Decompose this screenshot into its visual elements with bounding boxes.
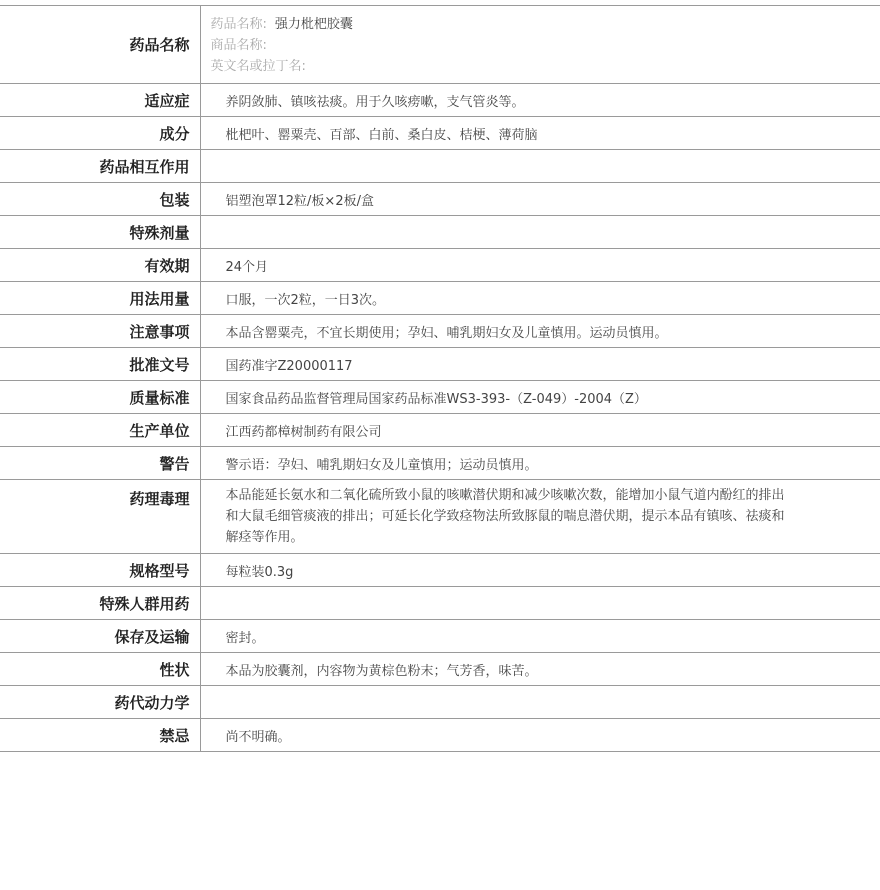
spec-value: 国药准字Z20000117: [225, 358, 353, 374]
spec-row-contraindications: [0, 719, 880, 752]
spec-value: 本品含罂粟壳，不宜长期使用；孕妇、哺乳期妇女及儿童慎用。运动员慎用。: [225, 325, 668, 341]
spec-label: 保存及运输: [0, 620, 200, 653]
spec-value: 国家食品药品监督管理局国家药品标准WS3-393-（Z-049）-2004（Z）: [225, 391, 647, 407]
spec-value: 铝塑泡罩12粒/板×2板/盒: [225, 193, 374, 209]
spec-row-shelf-life: [0, 249, 880, 282]
spec-label: 用法用量: [0, 282, 200, 315]
spec-value: 尚不明确。: [225, 729, 291, 745]
spec-row-indications: [0, 84, 880, 117]
spec-value: 每粒装0.3g: [225, 564, 294, 580]
name-value: 强力枇杷胶囊: [274, 17, 353, 32]
spec-label: 药品名称: [0, 6, 200, 84]
spec-row-drug-name: [0, 6, 880, 84]
spec-value: 密封。: [225, 630, 265, 646]
spec-row-specification: [0, 554, 880, 587]
spec-value: 警示语：孕妇、哺乳期妇女及儿童慎用；运动员慎用。: [225, 457, 538, 473]
drug-spec-sheet: [0, 5, 880, 752]
spec-row-precautions: [0, 315, 880, 348]
drug-name-block: [200, 6, 880, 84]
spec-value: [200, 150, 880, 183]
spec-label: 药代动力学: [0, 686, 200, 719]
spec-label: 特殊人群用药: [0, 587, 200, 620]
drug-spec-table: [0, 5, 880, 752]
spec-value: 本品为胶囊剂，内容物为黄棕色粉末；气芳香，味苦。: [225, 663, 538, 679]
spec-label: 药品相互作用: [0, 150, 200, 183]
generic-name-line: [211, 14, 880, 35]
spec-row-special-dosage: [0, 216, 880, 249]
spec-value: [200, 587, 880, 620]
spec-value: 枇杷叶、罂粟壳、百部、白前、桑白皮、桔梗、薄荷脑: [225, 127, 538, 143]
spec-value: 江西药都樟树制药有限公司: [225, 424, 382, 440]
spec-label: 适应症: [0, 84, 200, 117]
latin-name-line: [211, 56, 880, 77]
spec-row-description: [0, 653, 880, 686]
spec-label: 批准文号: [0, 348, 200, 381]
spec-label: 注意事项: [0, 315, 200, 348]
spec-value: [200, 216, 880, 249]
trade-name-line: [211, 35, 880, 56]
spec-row-quality-standard: [0, 381, 880, 414]
spec-label: 包装: [0, 183, 200, 216]
spec-value: 24个月: [225, 259, 269, 275]
spec-row-ingredients: [0, 117, 880, 150]
spec-row-packaging: [0, 183, 880, 216]
spec-label: 禁忌: [0, 719, 200, 752]
spec-value: 口服，一次2粒，一日3次。: [225, 292, 386, 308]
spec-label: 有效期: [0, 249, 200, 282]
spec-row-manufacturer: [0, 414, 880, 447]
spec-row-pharmacology: [0, 480, 880, 554]
spec-row-interactions: [0, 150, 880, 183]
spec-row-dosage: [0, 282, 880, 315]
name-key: 英文名或拉丁名:: [210, 59, 306, 74]
spec-value: 养阴敛肺、镇咳祛痰。用于久咳痨嗽，支气管炎等。: [225, 94, 525, 110]
spec-row-pharmacokinetics: [0, 686, 880, 719]
spec-row-approval-number: [0, 348, 880, 381]
name-key: 商品名称:: [210, 38, 267, 53]
name-key: 药品名称:: [210, 17, 267, 32]
spec-row-special-populations: [0, 587, 880, 620]
spec-label: 药理毒理: [0, 480, 200, 554]
spec-value: 本品能延长氨水和二氧化硫所致小鼠的咳嗽潜伏期和减少咳嗽次数，能增加小鼠气道内酚红的排出和大鼠毛细管痰液的排出；可延长化学致痉物法所致豚鼠的喘息潜伏期，提示本品有镇咳、祛痰和解痉等作用。: [225, 488, 785, 545]
spec-value: [200, 686, 880, 719]
spec-label: 成分: [0, 117, 200, 150]
spec-label: 性状: [0, 653, 200, 686]
spec-row-storage: [0, 620, 880, 653]
spec-label: 警告: [0, 447, 200, 480]
spec-label: 质量标准: [0, 381, 200, 414]
spec-label: 生产单位: [0, 414, 200, 447]
spec-row-warning: [0, 447, 880, 480]
spec-label: 规格型号: [0, 554, 200, 587]
spec-label: 特殊剂量: [0, 216, 200, 249]
